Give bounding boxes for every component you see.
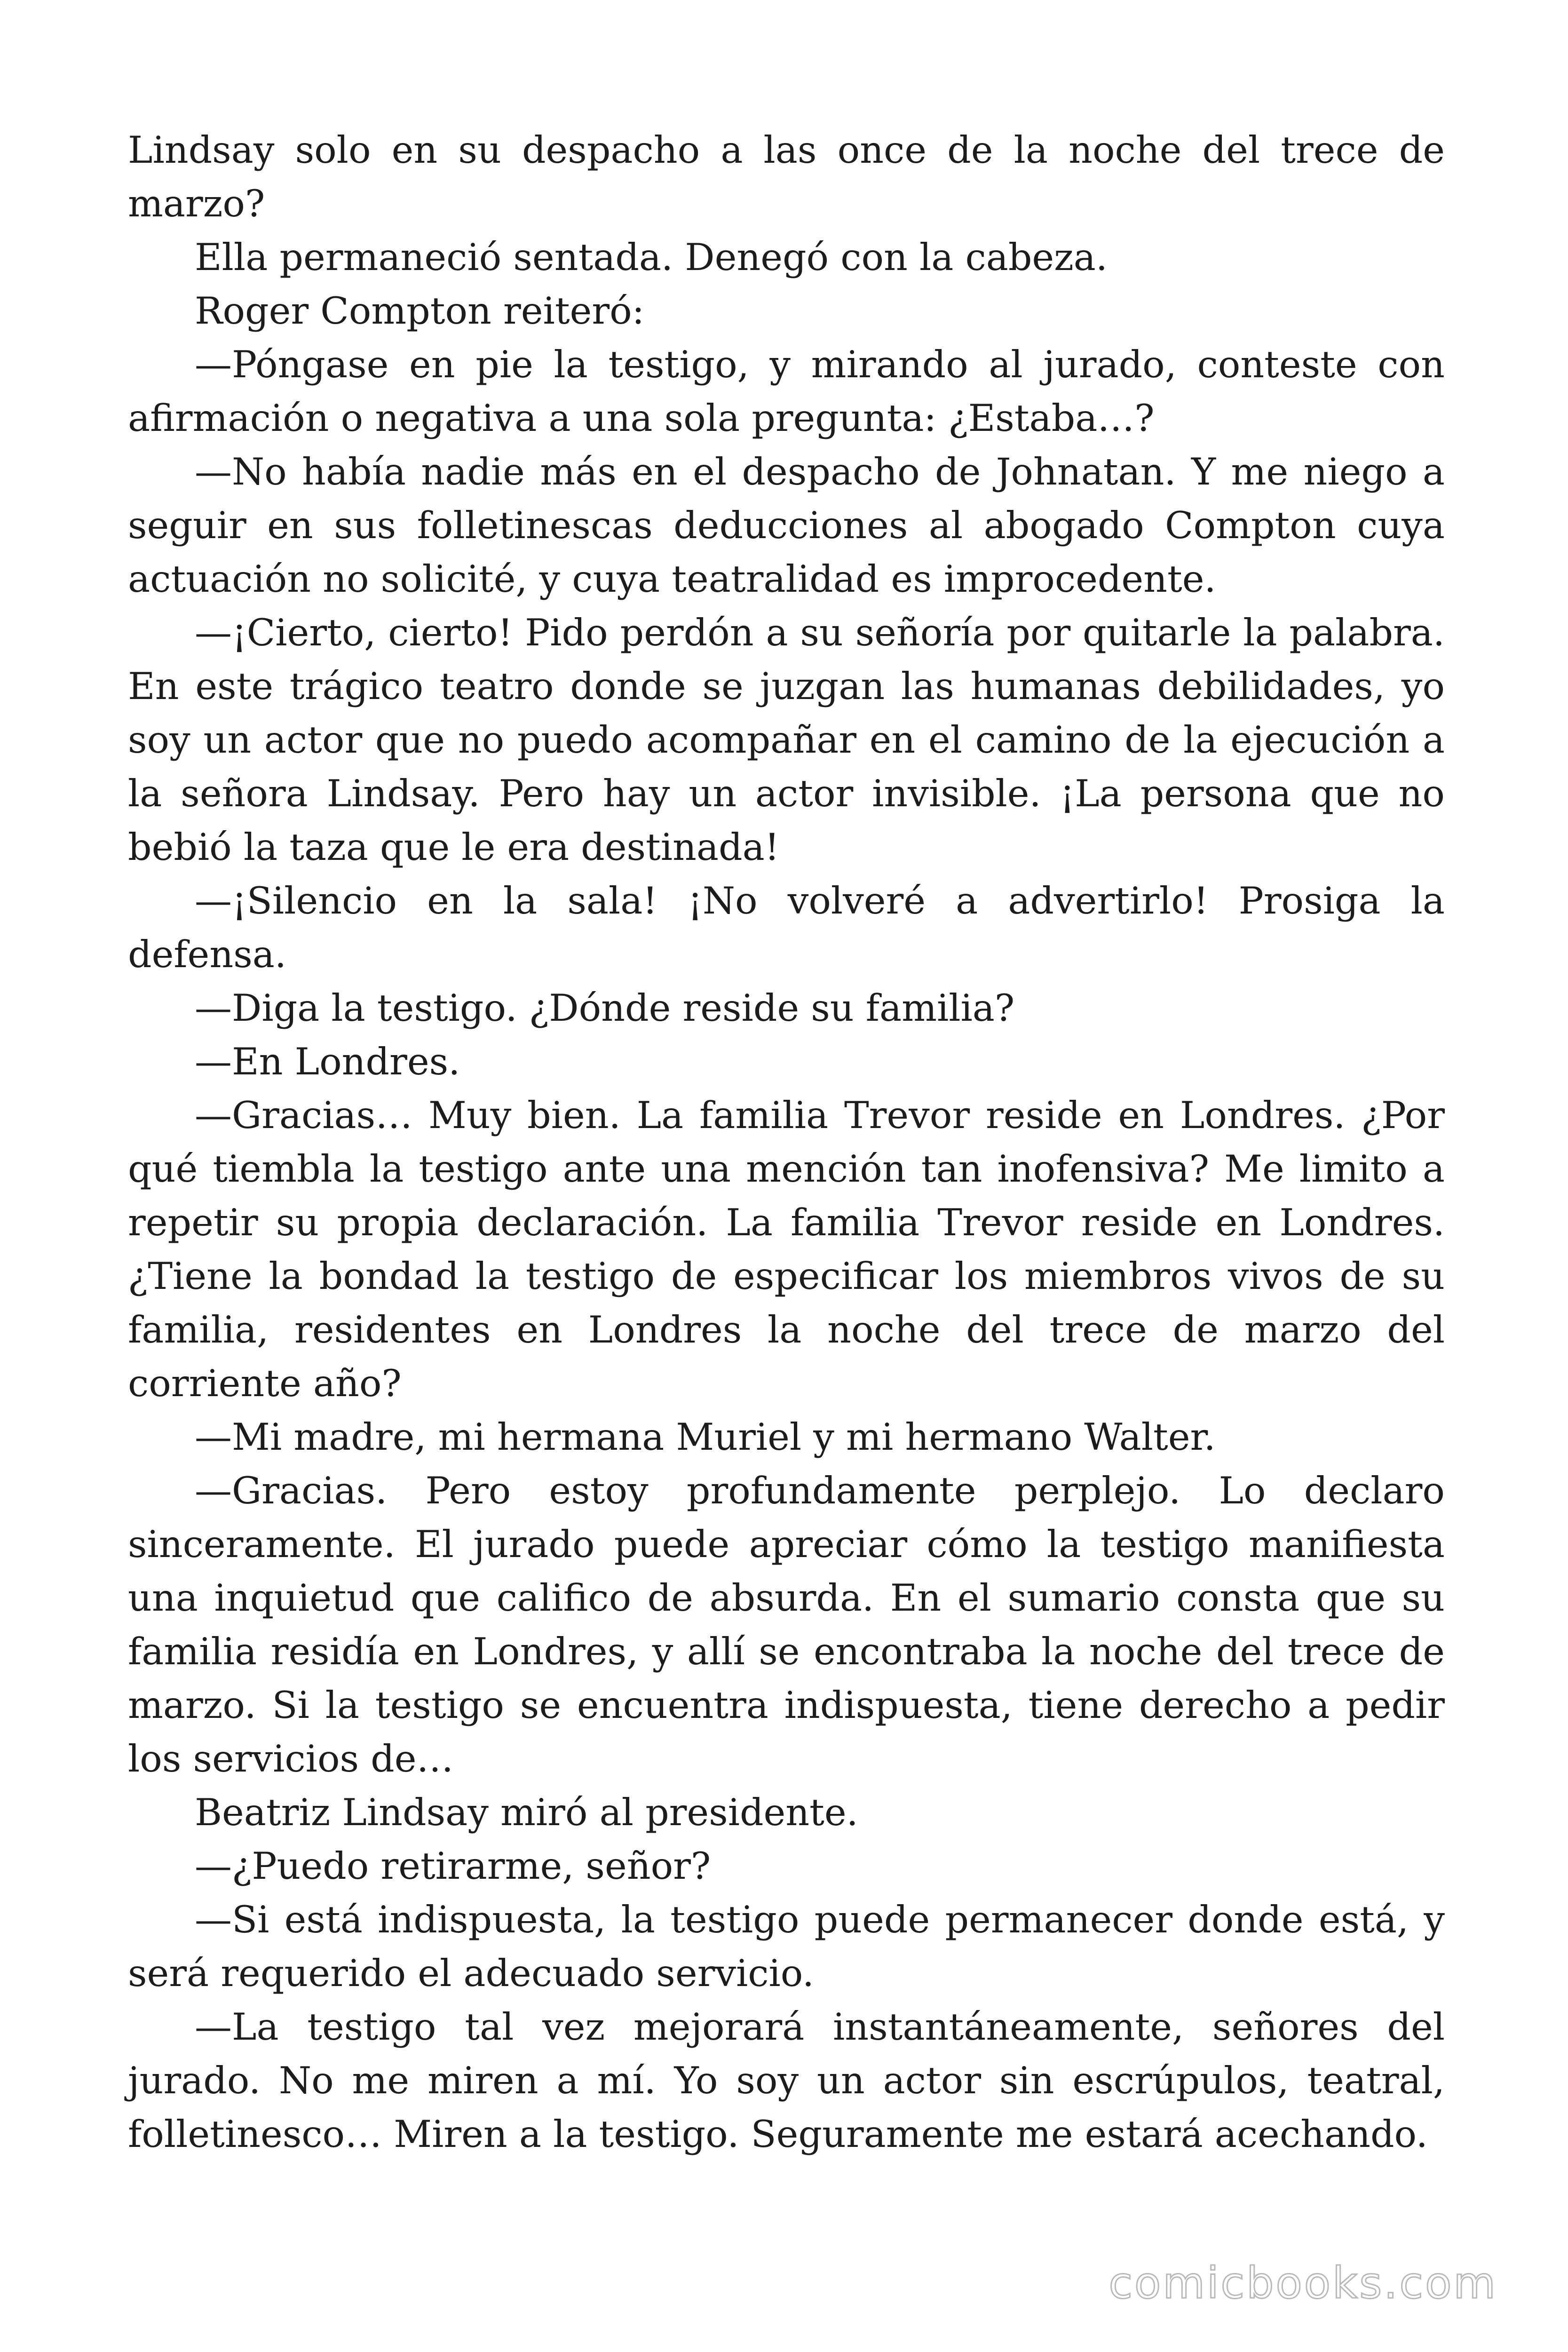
paragraph: —Póngase en pie la testigo, y mirando al jurado, conteste con afirmación o negativa a una sola pregunta: ¿Estaba…? (128, 343, 1445, 440)
watermark-logo: comicbooks.com (1109, 2258, 1497, 2308)
paragraph: —En Londres. (195, 1040, 460, 1083)
paragraph: —¿Puedo retirarme, señor? (195, 1844, 711, 1888)
paragraph: —Diga la testigo. ¿Dónde reside su familia? (195, 986, 1015, 1030)
paragraph: —Mi madre, mi hermana Muriel y mi hermano Walter. (195, 1415, 1216, 1459)
paragraph: Roger Compton reiteró: (195, 289, 645, 333)
paragraph: Lindsay solo en su despacho a las once de la noche del trece de marzo? (128, 128, 1445, 225)
paragraph: —Si está indispuesta, la testigo puede permanecer donde está, y será requerido el adecuado servicio. (128, 1898, 1445, 1995)
paragraph: —No había nadie más en el despacho de Johnatan. Y me niego a seguir en sus folletinescas deducciones al abogado Compton cuya actuación no solicité, y cuya teatralidad es improcedente. (128, 450, 1445, 601)
paragraph: —¡Silencio en la sala! ¡No volveré a advertirlo! Prosiga la defensa. (128, 879, 1445, 976)
paragraph: —¡Cierto, cierto! Pido perdón a su señoría por quitarle la palabra. En este trágico teatro donde se juzgan las humanas debilidades, yo soy un actor que no puedo acompañar en el camino de la ejecución a la señora Lindsay. Pero hay un actor invisible. ¡La persona que no bebió la taza que le era destinada! (128, 611, 1445, 869)
paragraph: Ella permaneció sentada. Denegó con la cabeza. (195, 236, 1108, 279)
paragraph: —Gracias… Muy bien. La familia Trevor reside en Londres. ¿Por qué tiembla la testigo ante una mención tan inofensiva? Me limito a repetir su propia declaración. La familia Trevor reside en Londres. ¿Tiene la bondad la testigo de especificar los miembros vivos de su familia, residentes en Londres la noche del trece de marzo del corriente año? (128, 1094, 1445, 1405)
paragraph: Beatriz Lindsay miró al presidente. (195, 1791, 858, 1834)
page-body-text (128, 123, 1445, 2161)
paragraph: —La testigo tal vez mejorará instantáneamente, señores del jurado. No me miren a mí. Yo soy un actor sin escrúpulos, teatral, folletinesco… Miren a la testigo. Seguramente me estará acechando. (128, 2005, 1445, 2156)
paragraph: —Gracias. Pero estoy profundamente perplejo. Lo declaro sinceramente. El jurado puede apreciar cómo la testigo manifiesta una inquietud que califico de absurda. En el sumario consta que su familia residía en Londres, y allí se encontraba la noche del trece de marzo. Si la testigo se encuentra indispuesta, tiene derecho a pedir los servicios de… (128, 1469, 1445, 1780)
